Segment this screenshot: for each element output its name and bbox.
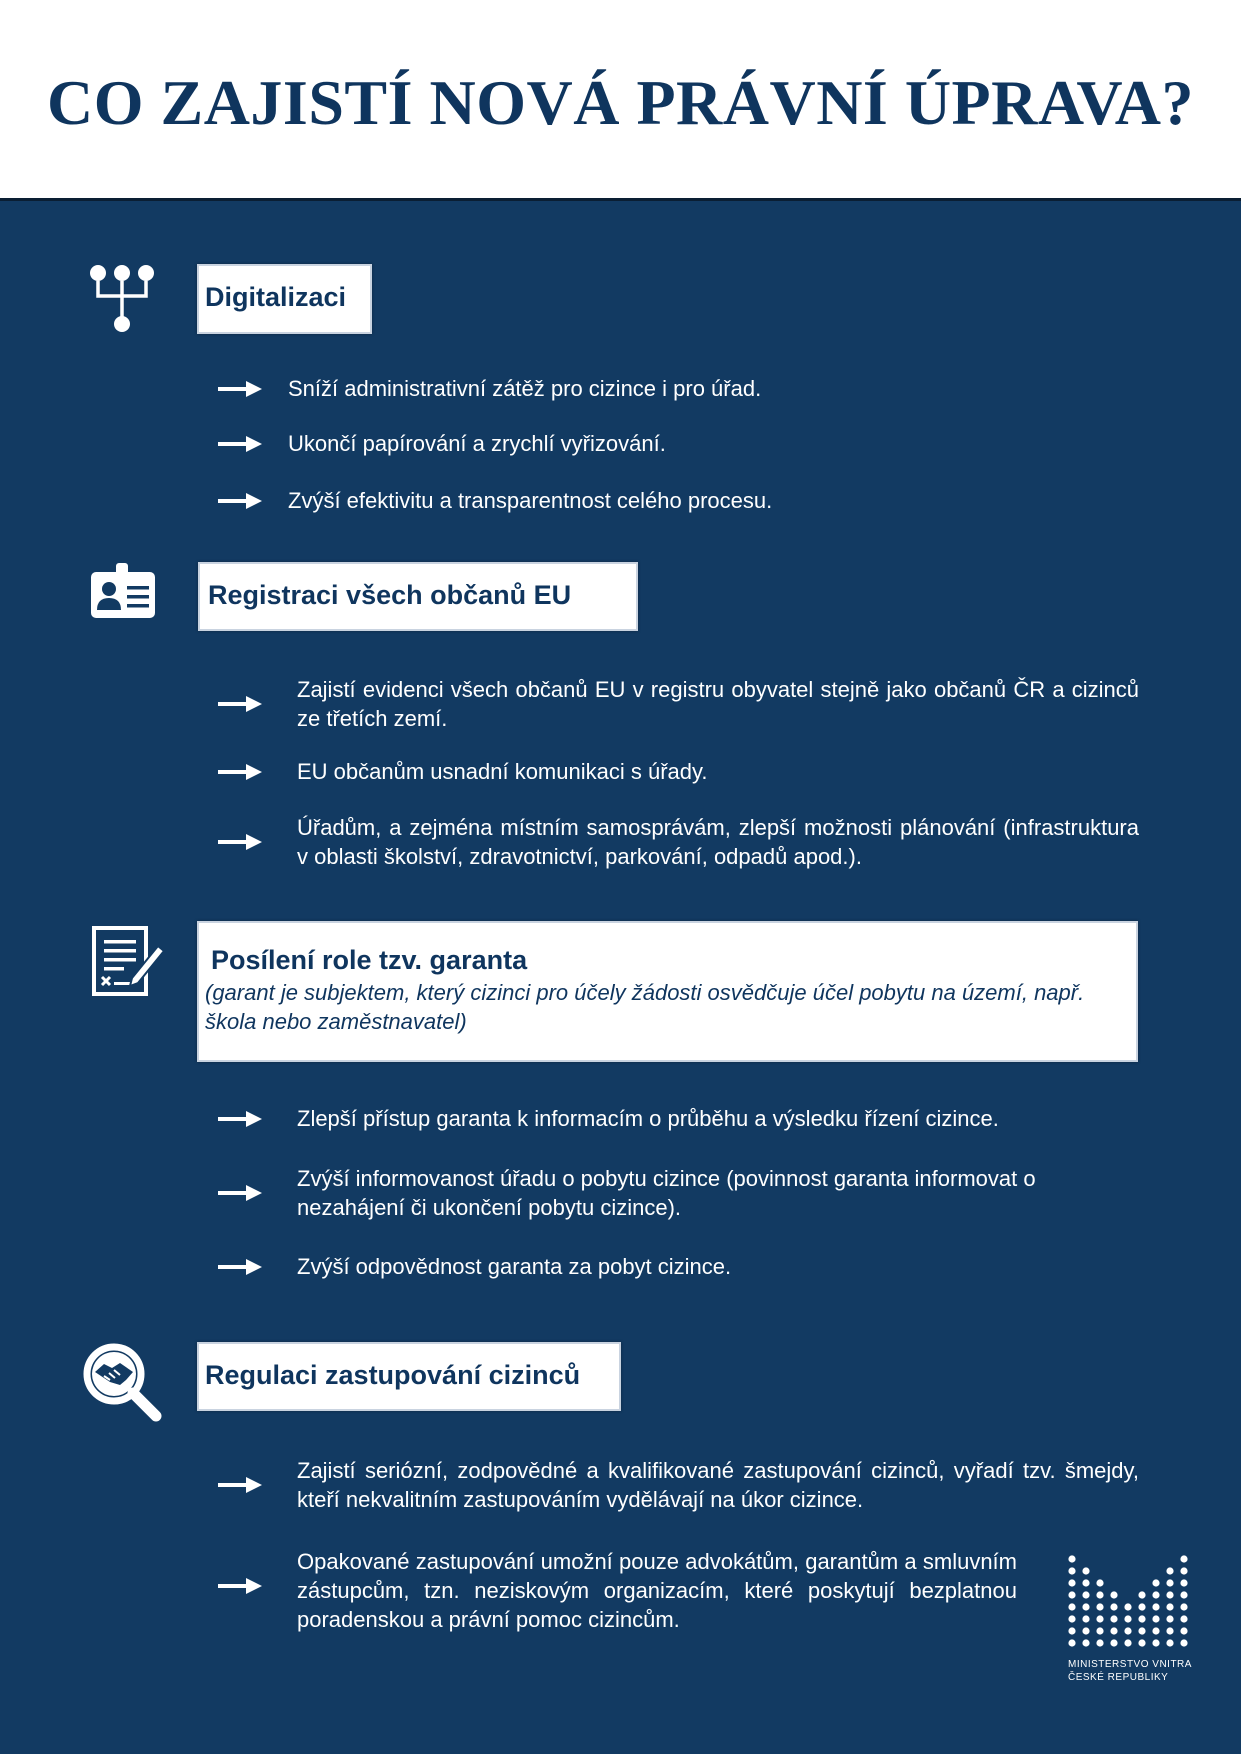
- arrow-right-icon: [216, 763, 264, 781]
- list-item-text: Zlepší přístup garanta k informacím o průběhu a výsledku řízení cizince.: [297, 1106, 999, 1131]
- arrow-right-icon: [216, 492, 264, 510]
- arrow-right-icon: [216, 1110, 264, 1128]
- list-item-text: Opakované zastupování umožní pouze advokátům, garantům a smluvním zástupcům, tzn. neziskovým organizacím, které poskytují bezplatnou poradenskou a právní pomoc cizincům.: [297, 1549, 1017, 1632]
- section-heading: Posílení role tzv. garanta: [211, 945, 528, 975]
- list-item-text: Zvýší efektivitu a transparentnost celého procesu.: [288, 488, 773, 513]
- ministry-dot-logo-icon: [1064, 1553, 1194, 1654]
- section-heading-box: [198, 562, 638, 631]
- list-item-text: Zvýší informovanost úřadu o pobytu cizince (povinnost garanta informovat o nezahájení či ukončení pobytu cizince).: [297, 1166, 1036, 1220]
- section-subheading: (garant je subjektem, který cizinci pro účely žádosti osvědčuje účel pobytu na území, např. škola nebo zaměstnavatel): [205, 980, 1085, 1034]
- document-signature-icon: [92, 926, 166, 998]
- arrow-right-icon: [216, 833, 264, 851]
- arrow-right-icon: [216, 380, 264, 398]
- list-item-text: Zajistí seriózní, zodpovědné a kvalifikované zastupování cizinců, vyřadí tzv. šmejdy, kteří nekvalitním zastupováním vydělávají na úkor cizince.: [297, 1458, 1139, 1512]
- section-heading: Registraci všech občanů EU: [208, 580, 572, 610]
- section-heading-box: [197, 921, 1138, 1062]
- list-item-text: Ukončí papírování a zrychlí vyřizování.: [288, 431, 666, 456]
- list-item-text: Zvýší odpovědnost garanta za pobyt cizince.: [297, 1254, 732, 1279]
- arrow-right-icon: [216, 695, 264, 713]
- list-item-text: EU občanům usnadní komunikaci s úřady.: [297, 759, 708, 784]
- section-heading-box: [197, 1342, 621, 1411]
- network-hierarchy-icon: [88, 264, 158, 334]
- header: [0, 0, 1241, 198]
- page-title: CO ZAJISTÍ NOVÁ PRÁVNÍ ÚPRAVA?: [47, 67, 1194, 138]
- logo-line-1: MINISTERSTVO VNITRA: [1068, 1659, 1192, 1670]
- section-heading-box: [197, 264, 372, 334]
- list-item-text: Zajistí evidenci všech občanů EU v registru obyvatel stejně jako občanů ČR a cizinců ze třetích zemí.: [297, 677, 1139, 731]
- list-item-text: Úřadům, a zejména místním samosprávám, zlepší možnosti plánování (infrastruktura v oblasti školství, zdravotnictví, parkování, odpadů apod.).: [297, 815, 1139, 869]
- ministry-logo-text: [1068, 1658, 1192, 1684]
- arrow-right-icon: [216, 1577, 264, 1595]
- id-card-icon: [90, 562, 156, 620]
- arrow-right-icon: [216, 435, 264, 453]
- list-item-text: Sníží administrativní zátěž pro cizince i pro úřad.: [288, 376, 762, 401]
- arrow-right-icon: [216, 1258, 264, 1276]
- section-heading: Regulaci zastupování cizinců: [205, 1360, 581, 1390]
- section-heading: Digitalizaci: [205, 282, 347, 312]
- handshake-magnifier-icon: [82, 1342, 164, 1424]
- logo-line-2: ČESKÉ REPUBLIKY: [1068, 1672, 1169, 1683]
- arrow-right-icon: [216, 1476, 264, 1494]
- arrow-right-icon: [216, 1184, 264, 1202]
